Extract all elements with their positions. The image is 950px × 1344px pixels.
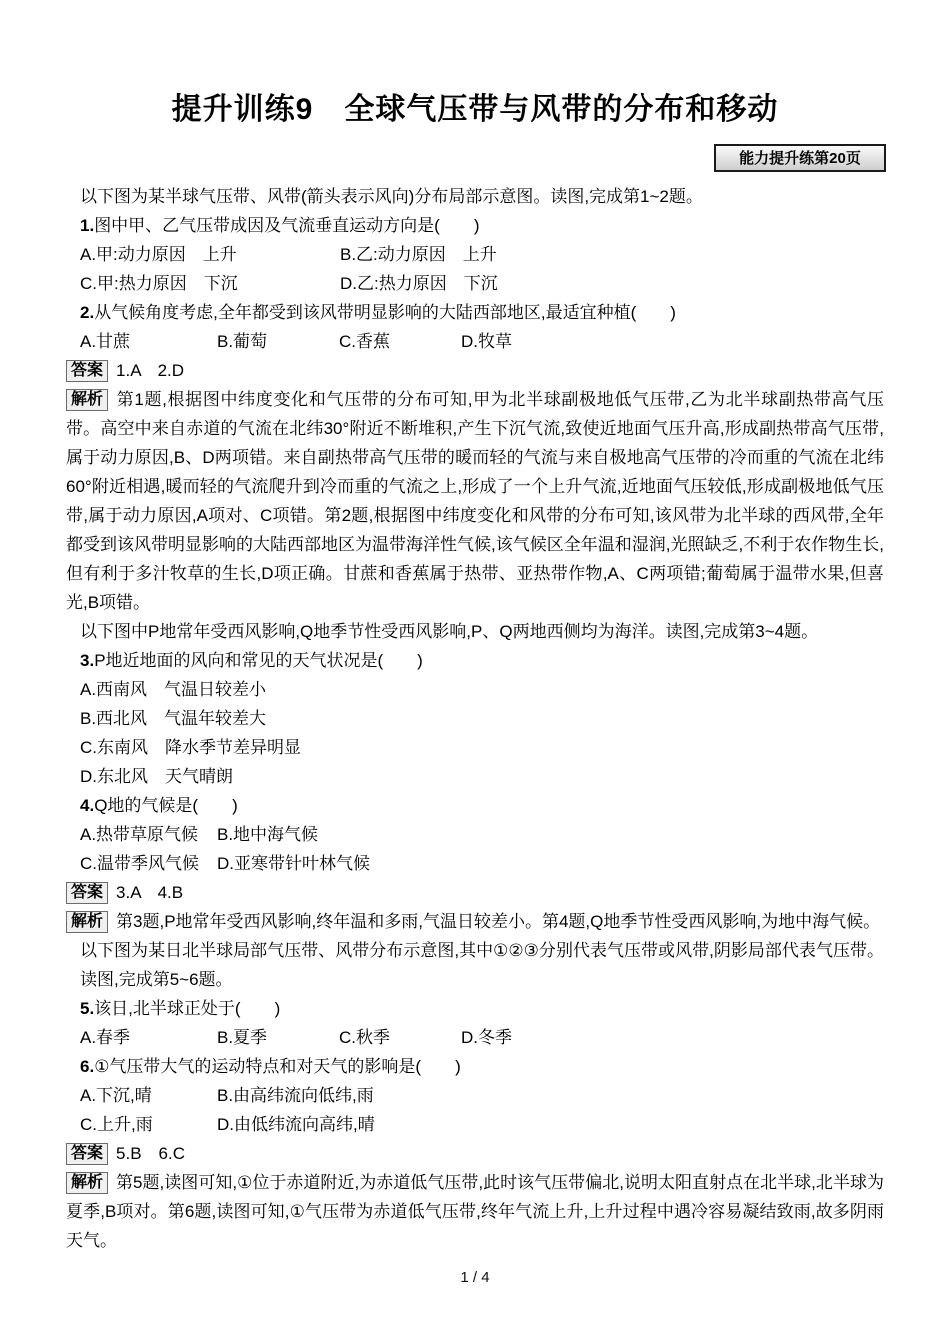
option-6d: D.由低纬流向高纬,晴	[217, 1115, 375, 1134]
badge-row	[0, 128, 950, 172]
question-4-text: Q地的气候是( )	[94, 796, 238, 815]
question-5-options-row	[66, 1023, 884, 1052]
question-5-number: 5.	[80, 999, 95, 1018]
option-2a: A.甘蔗	[80, 332, 131, 351]
question-3-number: 3.	[80, 651, 95, 670]
question-1-text: 图中甲、乙气压带成因及气流垂直运动方向是( )	[94, 216, 480, 235]
question-3-text: P地近地面的风向和常见的天气状况是( )	[94, 651, 423, 670]
question-1-options-row-2	[66, 269, 884, 298]
answer-3-4	[66, 878, 884, 907]
question-3	[66, 646, 884, 675]
option-1b: B.乙:动力原因 上升	[340, 245, 497, 264]
option-2c: C.香蕉	[339, 332, 390, 351]
analysis-5-6	[66, 1168, 884, 1255]
analysis-3-4-text: 第3题,P地常年受西风影响,终年温和多雨,气温日较差小。第4题,Q地季节性受西风影响,为地中海气候。	[116, 912, 881, 931]
option-1d: D.乙:热力原因 下沉	[340, 274, 498, 293]
question-1-number: 1.	[80, 216, 95, 235]
option-1a: A.甲:动力原因 上升	[80, 245, 237, 264]
answer-1-2	[66, 356, 884, 385]
analysis-1-2	[66, 385, 884, 617]
question-3-option-b	[66, 704, 884, 733]
option-6a: A.下沉,晴	[80, 1086, 152, 1105]
content	[66, 182, 884, 1255]
question-6-text: ①气压带大气的运动特点和对天气的影响是( )	[94, 1057, 461, 1076]
analysis-3-4	[66, 907, 884, 936]
section3-intro: 以下图为某日北半球局部气压带、风带分布示意图,其中①②③分别代表气压带或风带,阴影局部代表气压带。读图,完成第5~6题。	[80, 941, 884, 989]
question-6-options-row-1	[66, 1081, 884, 1110]
option-3d: D.东北风 天气晴朗	[80, 767, 233, 786]
question-2	[66, 298, 884, 327]
answer-label: 答案	[66, 1143, 108, 1165]
question-2-text: 从气候角度考虑,全年都受到该风带明显影响的大陆西部地区,最适宜种植( )	[94, 303, 676, 322]
page-title: 提升训练9 全球气压带与风带的分布和移动	[171, 93, 779, 126]
option-2d: D.牧草	[461, 332, 512, 351]
option-5d: D.冬季	[461, 1028, 512, 1047]
option-3b: B.西北风 气温年较差大	[80, 709, 267, 728]
analysis-label: 解析	[66, 389, 108, 411]
analysis-1-2-text: 第1题,根据图中纬度变化和气压带的分布可知,甲为北半球副极地低气压带,乙为北半球副热带高气压带。高空中来自赤道的气流在北纬30°附近不断堆积,产生下沉气流,致使近地面气压升高,形成副热带高气压带,属于动力原因,B、D两项错。来自副热带高气压带的暖而轻的气流与来自极地高气压带的冷而重的气流在北纬60°附近相遇,暖而轻的气流爬升到冷而重的气流之上,形成了一个上升气流,近地面气压较低,形成副极地低气压带,属于动力原因,A项对、C项错。第2题,根据图中纬度变化和风带的分布可知,该风带为北半球的西风带,全年都受到该风带明显影响的大陆西部地区为温带海洋性气候,该气候区全年温和湿润,光照缺乏,不利于农作物生长,但有利于多汁牧草的生长,D项正确。甘蔗和香蕉属于热带、亚热带作物,A、C两项错;葡萄属于温带水果,但喜光,B项错。	[66, 390, 884, 612]
option-6b: B.由高纬流向低纬,雨	[217, 1086, 374, 1105]
answer-3-4-value: 3.A 4.B	[116, 883, 184, 902]
option-4a: A.热带草原气候	[80, 825, 199, 844]
option-4d: D.亚寒带针叶林气候	[217, 854, 370, 873]
option-2b: B.葡萄	[217, 332, 268, 351]
section2-intro: 以下图中P地常年受西风影响,Q地季节性受西风影响,P、Q两地西侧均为海洋。读图,完成第3~4题。	[80, 622, 819, 641]
question-3-option-a	[66, 675, 884, 704]
question-4-options-row-2	[66, 849, 884, 878]
option-3a: A.西南风 气温日较差小	[80, 680, 267, 699]
question-4-number: 4.	[80, 796, 95, 815]
option-5b: B.夏季	[217, 1028, 268, 1047]
analysis-5-6-text: 第5题,读图可知,①位于赤道附近,为赤道低气压带,此时该气压带偏北,说明太阳直射点在北半球,北半球为夏季,B项对。第6题,读图可知,①气压带为赤道低气压带,终年气流上升,上升过程中遇冷容易凝结致雨,故多阴雨天气。	[66, 1173, 884, 1250]
answer-1-2-value: 1.A 2.D	[116, 361, 185, 380]
question-1	[66, 211, 884, 240]
question-2-number: 2.	[80, 303, 95, 322]
question-6	[66, 1052, 884, 1081]
question-4	[66, 791, 884, 820]
answer-5-6	[66, 1139, 884, 1168]
option-4c: C.温带季风气候	[80, 854, 199, 873]
question-5	[66, 994, 884, 1023]
question-2-options-row	[66, 327, 884, 356]
question-5-text: 该日,北半球正处于( )	[94, 999, 281, 1018]
answer-label: 答案	[66, 360, 108, 382]
option-5c: C.秋季	[339, 1028, 390, 1047]
page-number: 1 / 4	[460, 1269, 490, 1286]
question-3-option-c	[66, 733, 884, 762]
question-3-option-d	[66, 762, 884, 791]
option-3c: C.东南风 降水季节差异明显	[80, 738, 301, 757]
option-6c: C.上升,雨	[80, 1115, 153, 1134]
question-6-number: 6.	[80, 1057, 95, 1076]
question-6-options-row-2	[66, 1110, 884, 1139]
page-ref-badge: 能力提升练第20页	[714, 144, 886, 172]
answer-5-6-value: 5.B 6.C	[116, 1144, 185, 1163]
question-1-options-row-1	[66, 240, 884, 269]
option-1c: C.甲:热力原因 下沉	[80, 274, 238, 293]
section1-intro: 以下图为某半球气压带、风带(箭头表示风向)分布局部示意图。读图,完成第1~2题。	[80, 187, 703, 206]
analysis-label: 解析	[66, 1172, 108, 1194]
answer-label: 答案	[66, 882, 108, 904]
analysis-label: 解析	[66, 911, 108, 933]
option-5a: A.春季	[80, 1028, 131, 1047]
option-4b: B.地中海气候	[217, 825, 319, 844]
question-4-options-row-1	[66, 820, 884, 849]
